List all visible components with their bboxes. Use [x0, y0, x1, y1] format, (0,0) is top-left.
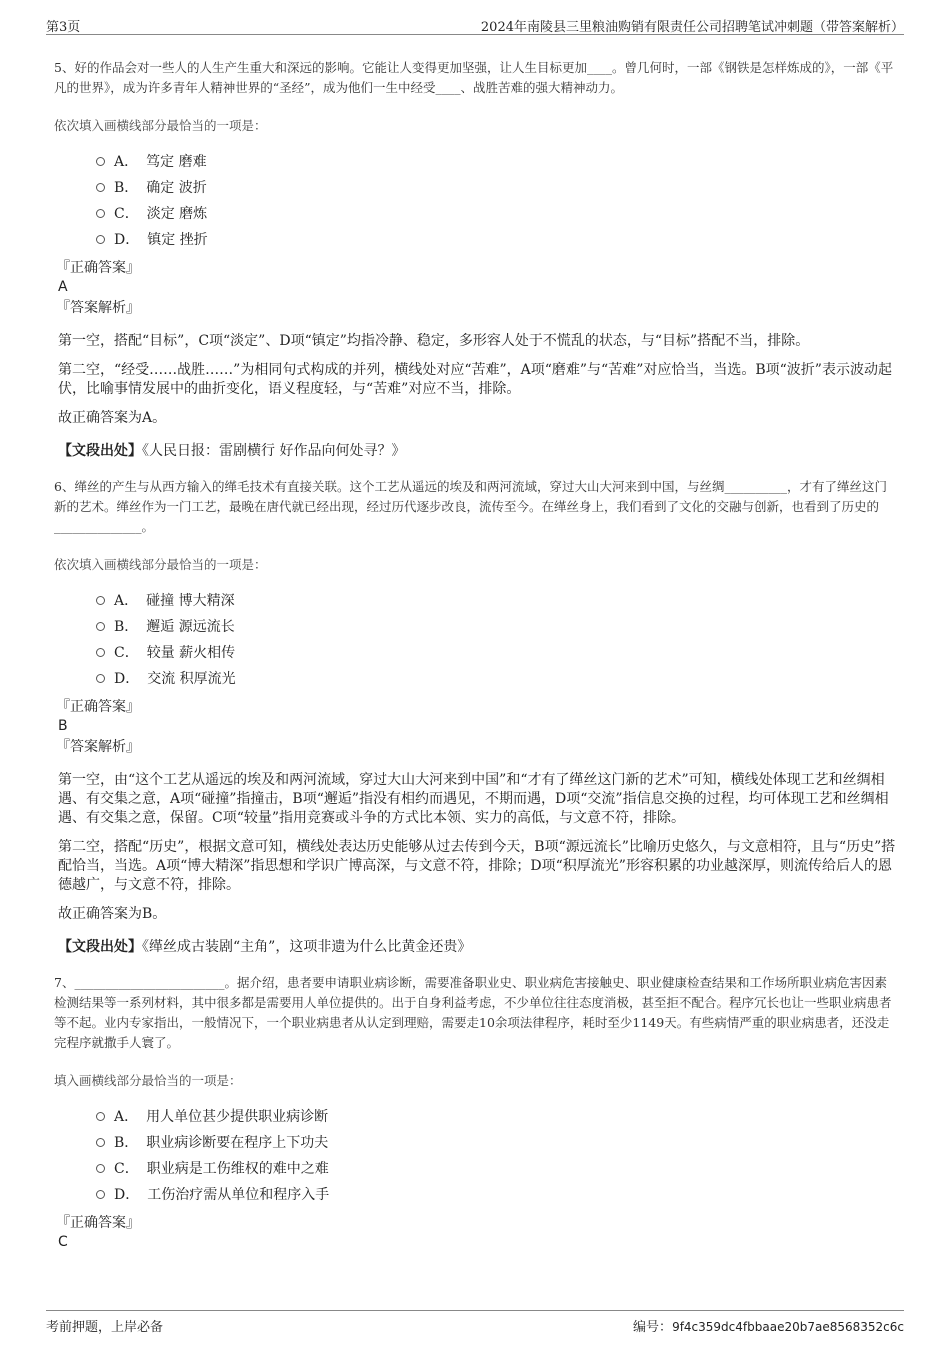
radio-icon[interactable] — [96, 622, 105, 631]
option-d[interactable]: D． 交流 积厚流光 — [96, 665, 896, 691]
answer-value: A — [58, 279, 68, 295]
question-instruction: 依次填入画横线部分最恰当的一项是： — [54, 557, 267, 572]
source-label: 【文段出处】 — [58, 443, 142, 459]
analysis-paragraph: 第一空，搭配“目标”，C项“淡定”、D项“镇定”均指冷静、稳定，多形容人处于不慌乱的状态，与“目标”搭配不当，排除。 — [58, 333, 810, 349]
option-b[interactable]: B． 职业病诊断要在程序上下功夫 — [96, 1129, 896, 1155]
analysis-label: 『答案解析』 — [56, 300, 140, 316]
question-instruction: 填入画横线部分最恰当的一项是： — [54, 1073, 242, 1088]
option-d[interactable]: D． 镇定 挫折 — [96, 226, 896, 252]
document-body — [54, 58, 896, 1267]
radio-icon[interactable] — [96, 1112, 105, 1121]
options-list — [96, 1103, 896, 1207]
analysis-paragraph: 第二空，搭配“历史”，根据文意可知，横线处表达历史能够从过去传到今天，B项“源远流长”比喻历史悠久，与文意相符，且与“历史”搭配恰当，当选。A项“博大精深”指思想和学识广博高深，与文意不符，排除；D项“积厚流光”形容积累的功业越深厚，则流传给后人的恩德越广，与文意不符，排除。 — [58, 839, 896, 893]
analysis-label: 『答案解析』 — [56, 739, 140, 755]
document-id-label: 编号： — [633, 1320, 673, 1335]
analysis-paragraph: 第二空，“经受……战胜……”为相同句式构成的并列，横线处对应“苦难”，A项“磨难”与“苦难”对应恰当，当选。B项“波折”表示波动起伏，比喻事情发展中的曲折变化，语义程度轻，与“苦难”对应不当，排除。 — [58, 362, 892, 397]
source-label: 【文段出处】 — [58, 939, 142, 955]
radio-icon[interactable] — [96, 1190, 105, 1199]
analysis-conclusion: 故正确答案为A。 — [58, 410, 167, 426]
radio-icon[interactable] — [96, 209, 105, 218]
radio-icon[interactable] — [96, 1138, 105, 1147]
question-stem: 6、缂丝的产生与从西方输入的缂毛技术有直接关联。这个工艺从遥远的埃及和两河流域，穿过大山大河来到中国，与丝绸__________，才有了缂丝这门新的艺术。缂丝作为一门工艺，最晚在唐代就已经出现，经过历代逐步改良，流传至今。在缂丝身上，我们看到了文化的交融与创新，也看到了历史的______________。 — [54, 479, 887, 534]
options-list — [96, 587, 896, 691]
radio-icon[interactable] — [96, 1164, 105, 1173]
option-c[interactable]: C． 职业病是工伤维权的难中之难 — [96, 1155, 896, 1181]
source-text: 《人民日报：雷剧横行 好作品向何处寻？》 — [142, 443, 406, 459]
document-id — [633, 1316, 904, 1335]
footer-slogan: 考前押题，上岸必备 — [46, 1320, 164, 1335]
option-b[interactable]: B． 邂逅 源远流长 — [96, 613, 896, 639]
source-text: 《缂丝成古装剧“主角”，这项非遗为什么比黄金还贵》 — [142, 939, 472, 955]
options-list — [96, 148, 896, 252]
option-c[interactable]: C． 淡定 磨炼 — [96, 200, 896, 226]
page-header — [46, 14, 904, 35]
source-citation — [58, 938, 896, 957]
question-6 — [54, 477, 896, 957]
answer-label: 『正确答案』 — [56, 1215, 140, 1231]
radio-icon[interactable] — [96, 596, 105, 605]
document-title: 2024年南陵县三里粮油购销有限责任公司招聘笔试冲刺题（带答案解析） — [480, 20, 904, 35]
document-id-value: 9f4c359dc4fbbaae20b7ae8568352c6c — [672, 1320, 904, 1334]
radio-icon[interactable] — [96, 648, 105, 657]
answer-value: C — [58, 1234, 68, 1250]
page-footer — [46, 1310, 904, 1337]
radio-icon[interactable] — [96, 674, 105, 683]
radio-icon[interactable] — [96, 157, 105, 166]
option-d[interactable]: D． 工伤治疗需从单位和程序入手 — [96, 1181, 896, 1207]
question-stem: 7、________________________。据介绍，患者要申请职业病诊断，需要准备职业史、职业病危害接触史、职业健康检查结果和工作场所职业病危害因素检测结果等一系列材料，其中很多都是需要用人单位提供的。出于自身利益考虑，不少单位往往态度消极，甚至拒不配合。程序冗长也让一些职业病患者等不起。业内专家指出，一般情况下，一个职业病患者从认定到理赔，需要走10余项法律程序，耗时至少1149天。有些病情严重的职业病患者，还没走完程序就撒手人寰了。 — [54, 975, 892, 1050]
answer-value: B — [58, 718, 68, 734]
answer-label: 『正确答案』 — [56, 260, 140, 276]
option-b[interactable]: B． 确定 波折 — [96, 174, 896, 200]
analysis-conclusion: 故正确答案为B。 — [58, 906, 167, 922]
page-number: 第3页 — [46, 20, 81, 35]
option-a[interactable]: A． 笃定 磨难 — [96, 148, 896, 174]
source-citation — [58, 442, 896, 461]
question-stem: 5、好的作品会对一些人的人生产生重大和深远的影响。它能让人变得更加坚强，让人生目标更加____。曾几何时，一部《钢铁是怎样炼成的》，一部《平凡的世界》，成为许多青年人精神世界的“圣经”，成为他们一生中经受____、战胜苦难的强大精神动力。 — [54, 60, 894, 95]
option-a[interactable]: A． 碰撞 博大精深 — [96, 587, 896, 613]
radio-icon[interactable] — [96, 183, 105, 192]
answer-label: 『正确答案』 — [56, 699, 140, 715]
radio-icon[interactable] — [96, 235, 105, 244]
question-7 — [54, 973, 896, 1251]
question-instruction: 依次填入画横线部分最恰当的一项是： — [54, 118, 267, 133]
option-a[interactable]: A． 用人单位甚少提供职业病诊断 — [96, 1103, 896, 1129]
analysis-paragraph: 第一空，由“这个工艺从遥远的埃及和两河流域，穿过大山大河来到中国”和“才有了缂丝这门新的艺术”可知，横线处体现工艺和丝绸相遇、有交集之意，A项“碰撞”指撞击，B项“邂逅”指没有相约而遇见，不期而遇，D项“交流”指信息交换的过程，均可体现工艺和丝绸相遇、有交集之意，保留。C项“较量”指用竞赛或斗争的方式比本领、实力的高低，与文意不符，排除。 — [58, 772, 889, 826]
question-5 — [54, 58, 896, 461]
option-c[interactable]: C． 较量 薪火相传 — [96, 639, 896, 665]
